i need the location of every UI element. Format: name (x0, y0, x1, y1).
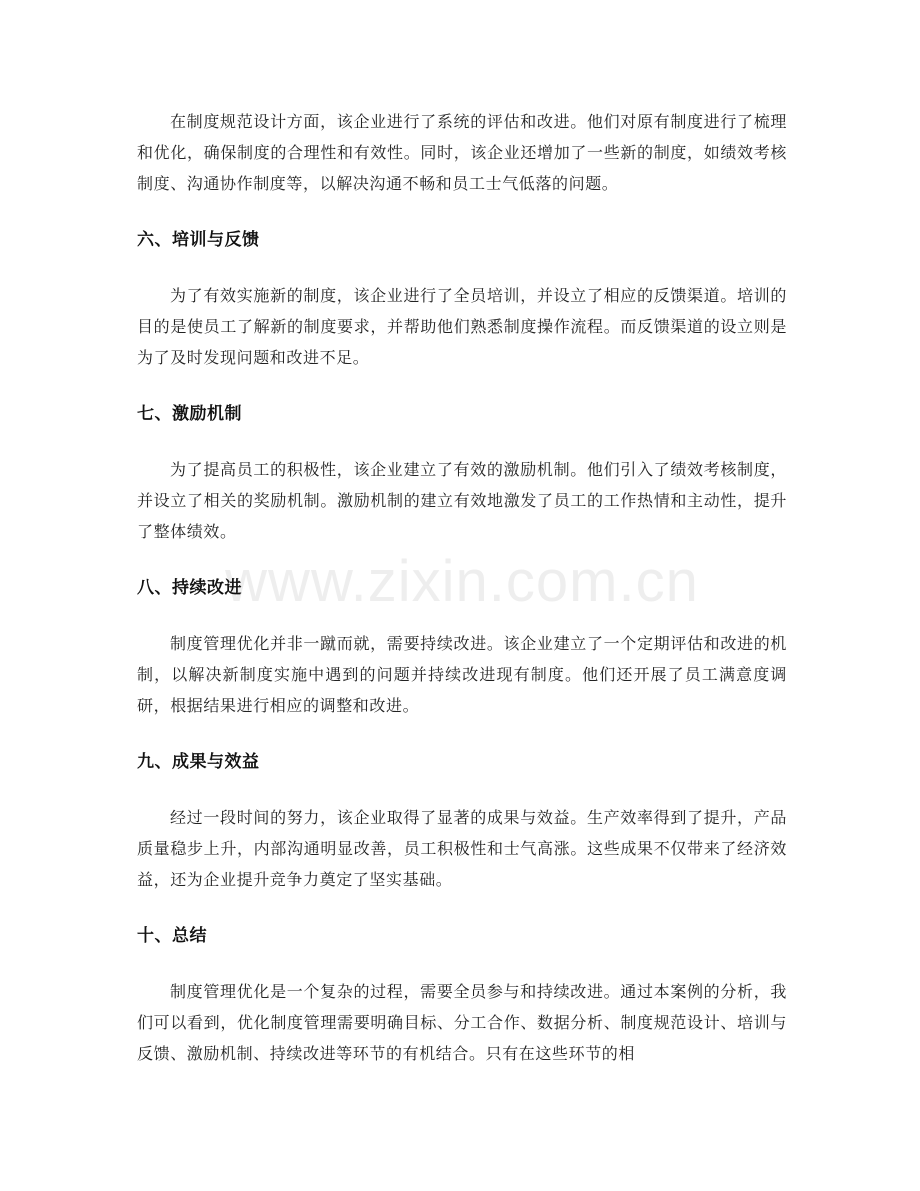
spacer (137, 256, 787, 280)
section-heading-results-benefits: 九、成果与效益 (137, 752, 260, 772)
section-heading-summary: 十、总结 (137, 926, 207, 946)
spacer (137, 952, 787, 976)
spacer (137, 430, 787, 454)
section-paragraph-continuous-improvement: 制度管理优化并非一蹴而就，需要持续改进。该企业建立了一个定期评估和改进的机制，以解决新制度实施中遇到的问题并持续改进现有制度。他们还开展了员工满意度调研，根据结果进行相应的调整和改进。 (137, 634, 787, 715)
watermark: www.zixin.com.cn (225, 549, 699, 614)
section-heading-continuous-improvement: 八、持续改进 (137, 578, 242, 598)
spacer (137, 373, 787, 399)
spacer (137, 604, 787, 628)
section-paragraph-summary: 制度管理优化是一个复杂的过程，需要全员参与和持续改进。通过本案例的分析，我们可以看到，优化制度管理需要明确目标、分工合作、数据分析、制度规范设计、培训与反馈、激励机制、持续改进等环节的有机结合。只有在这些环节的相 (137, 982, 787, 1063)
spacer (137, 778, 787, 802)
spacer (137, 721, 787, 747)
spacer (137, 895, 787, 921)
document-body (137, 106, 787, 1069)
section-paragraph-results-benefits: 经过一段时间的努力，该企业取得了显著的成果与效益。生产效率得到了提升，产品质量稳步上升，内部沟通明显改善，员工积极性和士气高涨。这些成果不仅带来了经济效益，还为企业提升竞争力奠定了坚实基础。 (137, 808, 787, 889)
section-heading-incentive-mechanism: 七、激励机制 (137, 404, 242, 424)
spacer (137, 199, 787, 225)
section-paragraph-training-feedback: 为了有效实施新的制度，该企业进行了全员培训，并设立了相应的反馈渠道。培训的目的是使员工了解新的制度要求，并帮助他们熟悉制度操作流程。而反馈渠道的设立则是为了及时发现问题和改进不足。 (137, 286, 787, 367)
spacer (137, 547, 787, 573)
section-paragraph-incentive-mechanism: 为了提高员工的积极性，该企业建立了有效的激励机制。他们引入了绩效考核制度，并设立了相关的奖励机制。激励机制的建立有效地激发了员工的工作热情和主动性，提升了整体绩效。 (137, 460, 787, 541)
paragraph-intro: 在制度规范设计方面，该企业进行了系统的评估和改进。他们对原有制度进行了梳理和优化，确保制度的合理性和有效性。同时，该企业还增加了一些新的制度，如绩效考核制度、沟通协作制度等，以解决沟通不畅和员工士气低落的问题。 (137, 112, 787, 193)
section-heading-training-feedback: 六、培训与反馈 (137, 230, 260, 250)
